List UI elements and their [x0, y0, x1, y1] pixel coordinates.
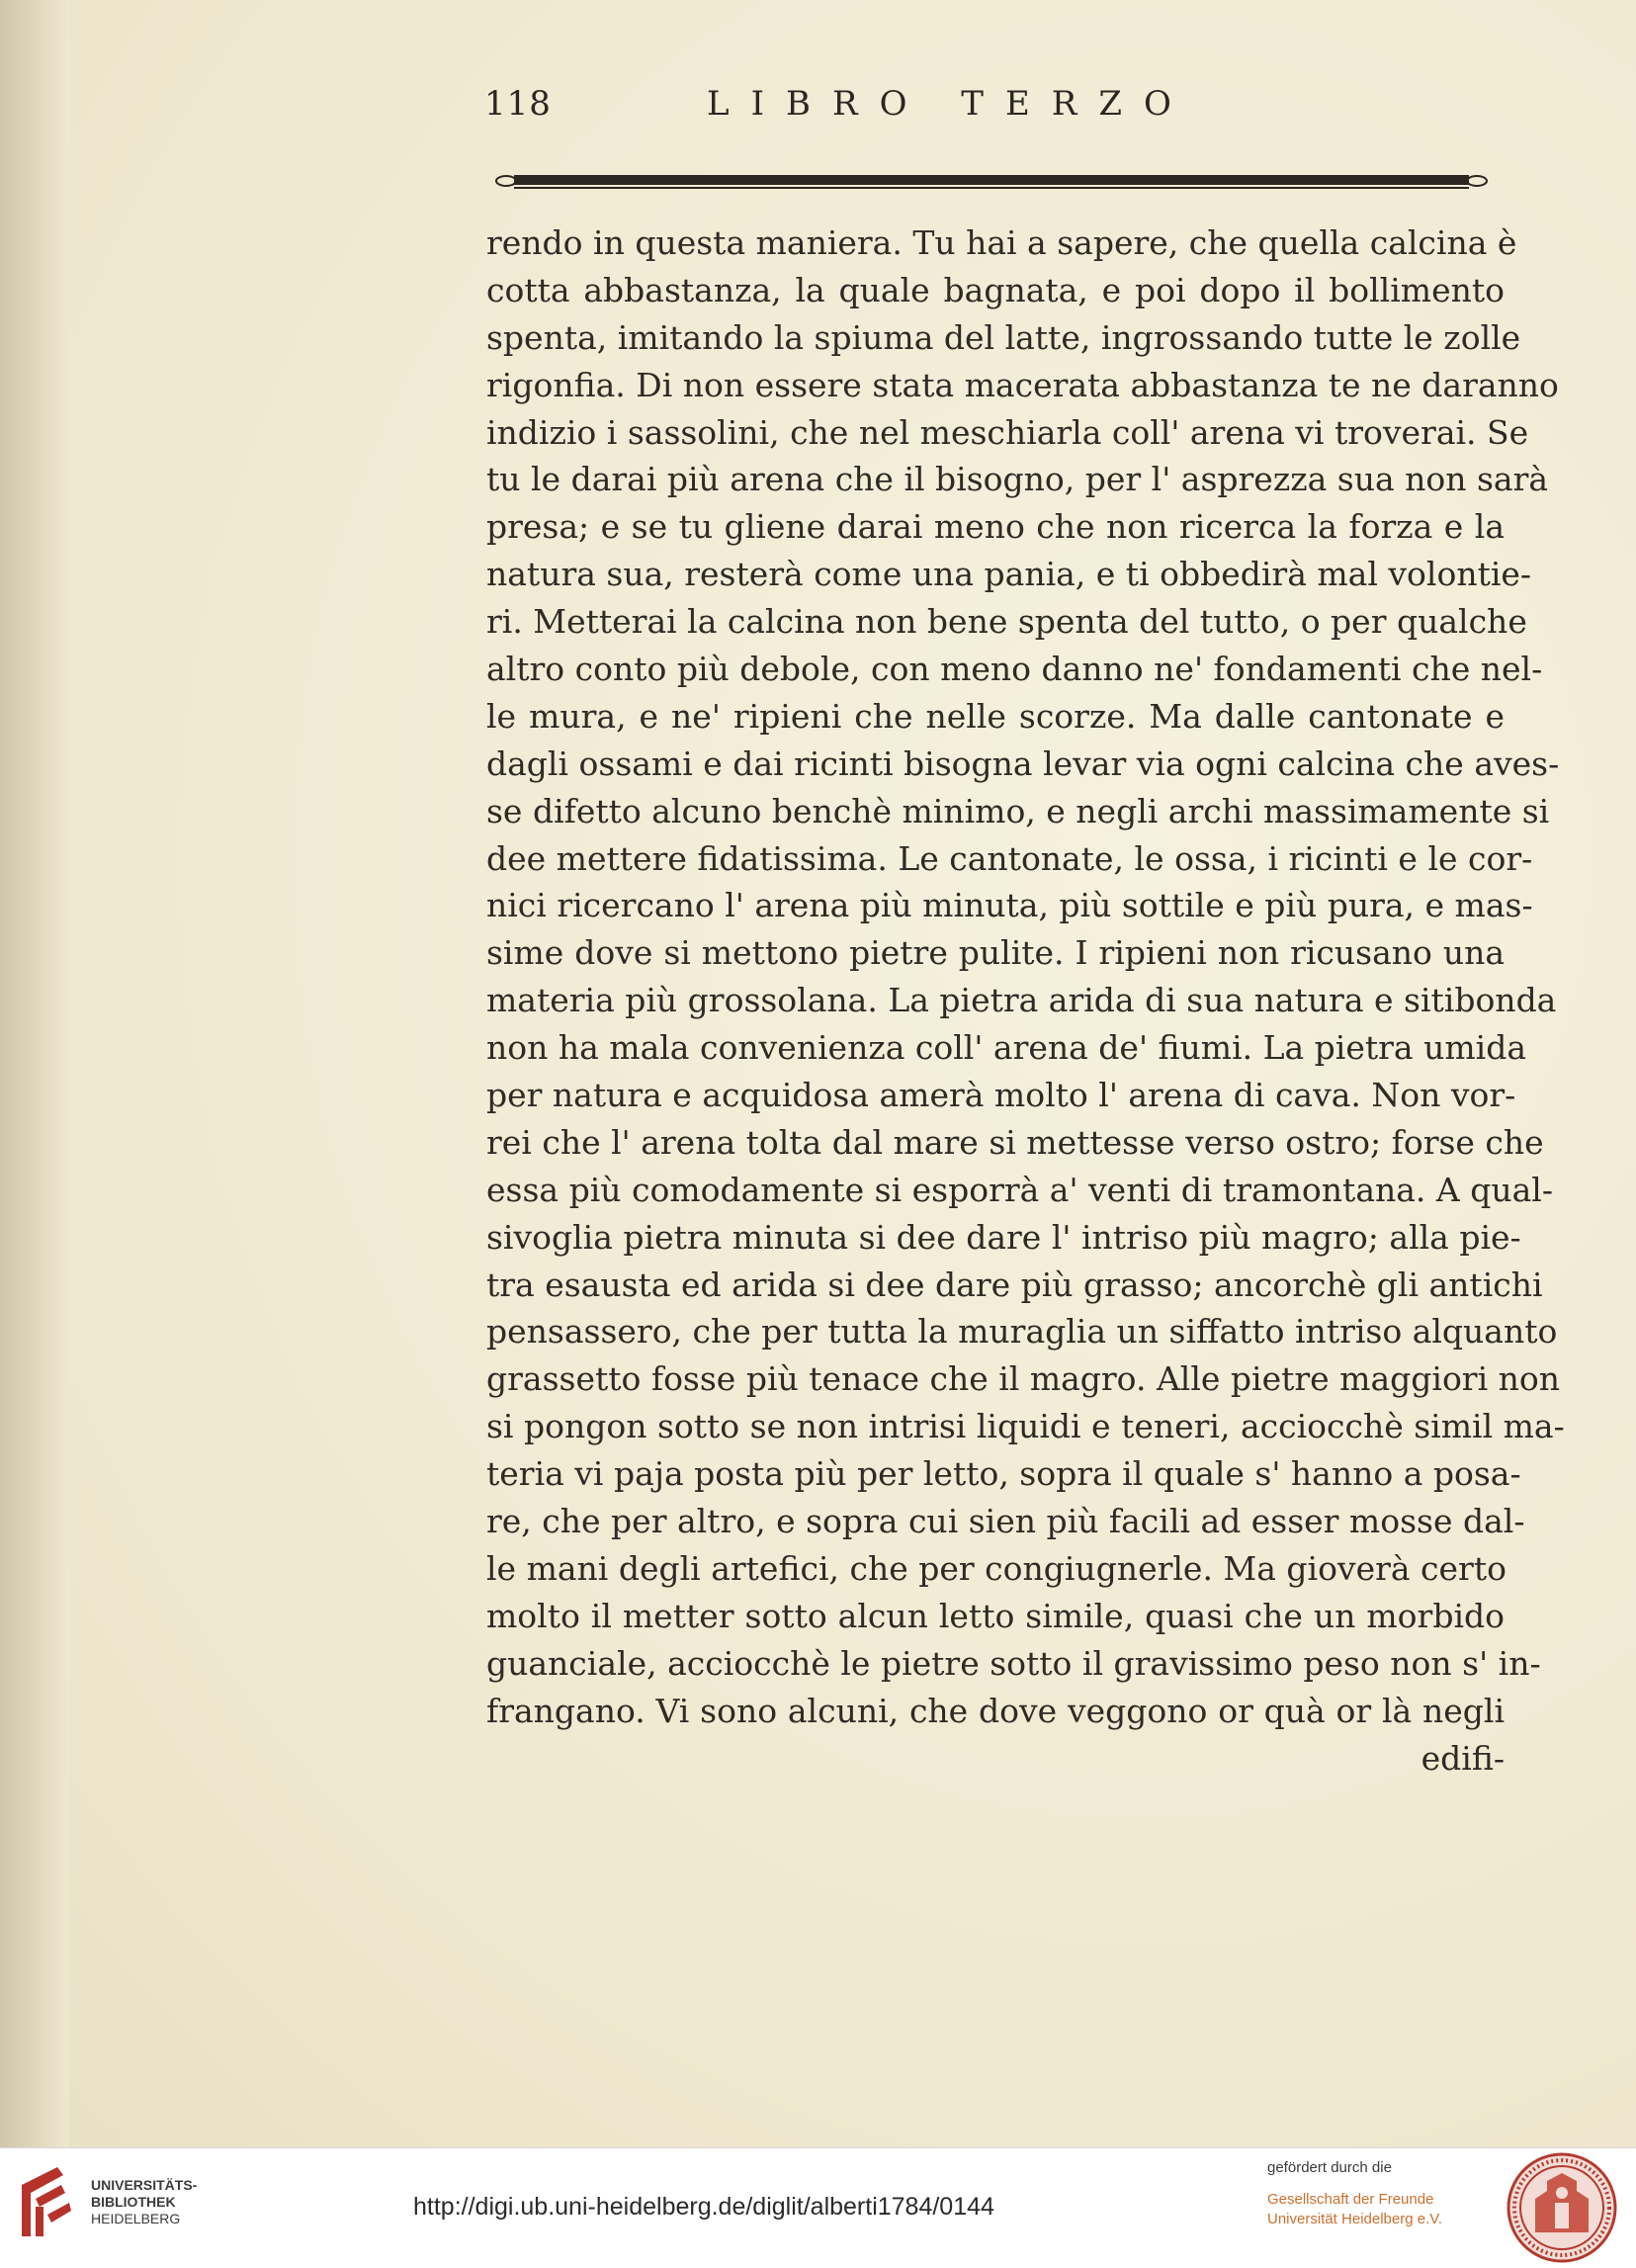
library-name-line: UNIVERSITÄTS- [91, 2177, 198, 2193]
text-line: le mura, e ne' ripieni che nelle scorze. Ma dalle cantonate e [486, 696, 1505, 736]
text-line: spenta, imitando la spiuma del latte, ingrossando tutte le zolle [486, 317, 1521, 357]
text-line: tra esausta ed arida si dee dare più grasso; ancorchè gli antichi [486, 1265, 1543, 1304]
ornamental-rule [492, 170, 1491, 192]
running-head [484, 84, 1503, 143]
page-number: 118 [484, 84, 552, 124]
text-line: dee mettere fidatissima. Le cantonate, le ossa, i ricinti e le cor- [486, 838, 1533, 878]
text-line: altro conto più debole, con meno danno ne' fondamenti che nel- [486, 650, 1543, 689]
text-line: presa; e se tu gliene darai meno che non ricerca la forza e la [486, 507, 1505, 547]
text-line: per natura e acquidosa amerà molto l' arena di cava. Non vor- [486, 1076, 1516, 1115]
text-line: nici ricercano l' arena più minuta, più sottile e più pura, e mas- [486, 886, 1533, 925]
library-name [91, 2177, 197, 2227]
text-line: grassetto fosse più tenace che il magro. Alle pietre maggiori non [486, 1359, 1561, 1399]
university-seal-icon [1506, 2151, 1618, 2264]
body-text [486, 219, 1565, 1782]
sponsor-intro: gefördert durch die [1267, 2159, 1392, 2176]
page-gutter-shadow [0, 0, 69, 2147]
text-line: rendo in questa maniera. Tu hai a sapere, che quella calcina è [486, 223, 1517, 262]
text-line: sime dove si mettono pietre pulite. I ripieni non ricusano una [486, 933, 1505, 973]
text-line: sivoglia pietra minuta si dee dare l' intriso più magro; alla pie- [486, 1217, 1521, 1257]
sponsor-name-line: Universität Heidelberg e.V. [1267, 2211, 1443, 2227]
text-line: se difetto alcuno benchè minimo, e negli archi massimamente si [486, 791, 1550, 830]
text-line: ri. Metterai la calcina non bene spenta del tutto, o per qualche [486, 602, 1527, 642]
text-line: tu le darai più arena che il bisogno, per l' asprezza sua non sarà [486, 460, 1549, 499]
text-line: materia più grossolana. La pietra arida di sua natura e sitibonda [486, 981, 1557, 1020]
text-line: pensassero, che per tutta la muraglia un siffatto intriso alquanto [486, 1312, 1558, 1352]
library-name-line: HEIDELBERG [91, 2211, 181, 2226]
text-line: si pongon sotto se non intrisi liquidi e teneri, acciocchè simil ma- [486, 1407, 1565, 1446]
text-line: le mani degli artefici, che per congiugnerle. Ma gioverà certo [486, 1548, 1507, 1588]
text-line: teria vi paja posta più per letto, sopra il quale s' hanno a posa- [486, 1454, 1521, 1494]
running-title: LIBRO TERZO [707, 84, 1193, 124]
text-line: non ha mala convenienza coll' arena de' fiumi. La pietra umida [486, 1028, 1526, 1068]
text-line: re, che per altro, e sopra cui sien più facili ad esser mosse dal- [486, 1502, 1525, 1541]
text-line: essa più comodamente si esporrà a' venti di tramontana. A qual- [486, 1170, 1553, 1209]
sponsor-name-line: Gesellschaft der Freunde [1267, 2191, 1434, 2208]
text-line: rigonfia. Di non essere stata macerata abbastanza te ne daranno [486, 365, 1559, 404]
text-line: cotta abbastanza, la quale bagnata, e poi dopo il bollimento [486, 270, 1505, 309]
text-line: indizio i sassolini, che nel meschiarla coll' arena vi troverai. Se [486, 412, 1529, 452]
text-line: frangano. Vi sono alcuni, che dove veggono or quà or là negli [486, 1691, 1505, 1730]
text-line: dagli ossami e dai ricinti bisogna levar via ogni calcina che aves- [486, 743, 1560, 783]
text-line: natura sua, resterà come una pania, e ti obbedirà mal volontie- [486, 555, 1532, 594]
text-line: guanciale, acciocchè le pietre sotto il gravissimo peso non s' in- [486, 1643, 1541, 1683]
library-logo-icon [18, 2165, 73, 2240]
permalink-url[interactable]: http://digi.ub.uni-heidelberg.de/diglit/alberti1784/0144 [413, 2193, 994, 2221]
text-line: molto il metter sotto alcun letto simile, quasi che un morbido [486, 1596, 1505, 1635]
catchword: edifi- [1421, 1738, 1505, 1778]
text-line: rei che l' arena tolta dal mare si mettesse verso ostro; forse che [486, 1122, 1544, 1162]
sponsor-name [1267, 2190, 1442, 2229]
library-name-line: BIBLIOTHEK [91, 2194, 176, 2210]
